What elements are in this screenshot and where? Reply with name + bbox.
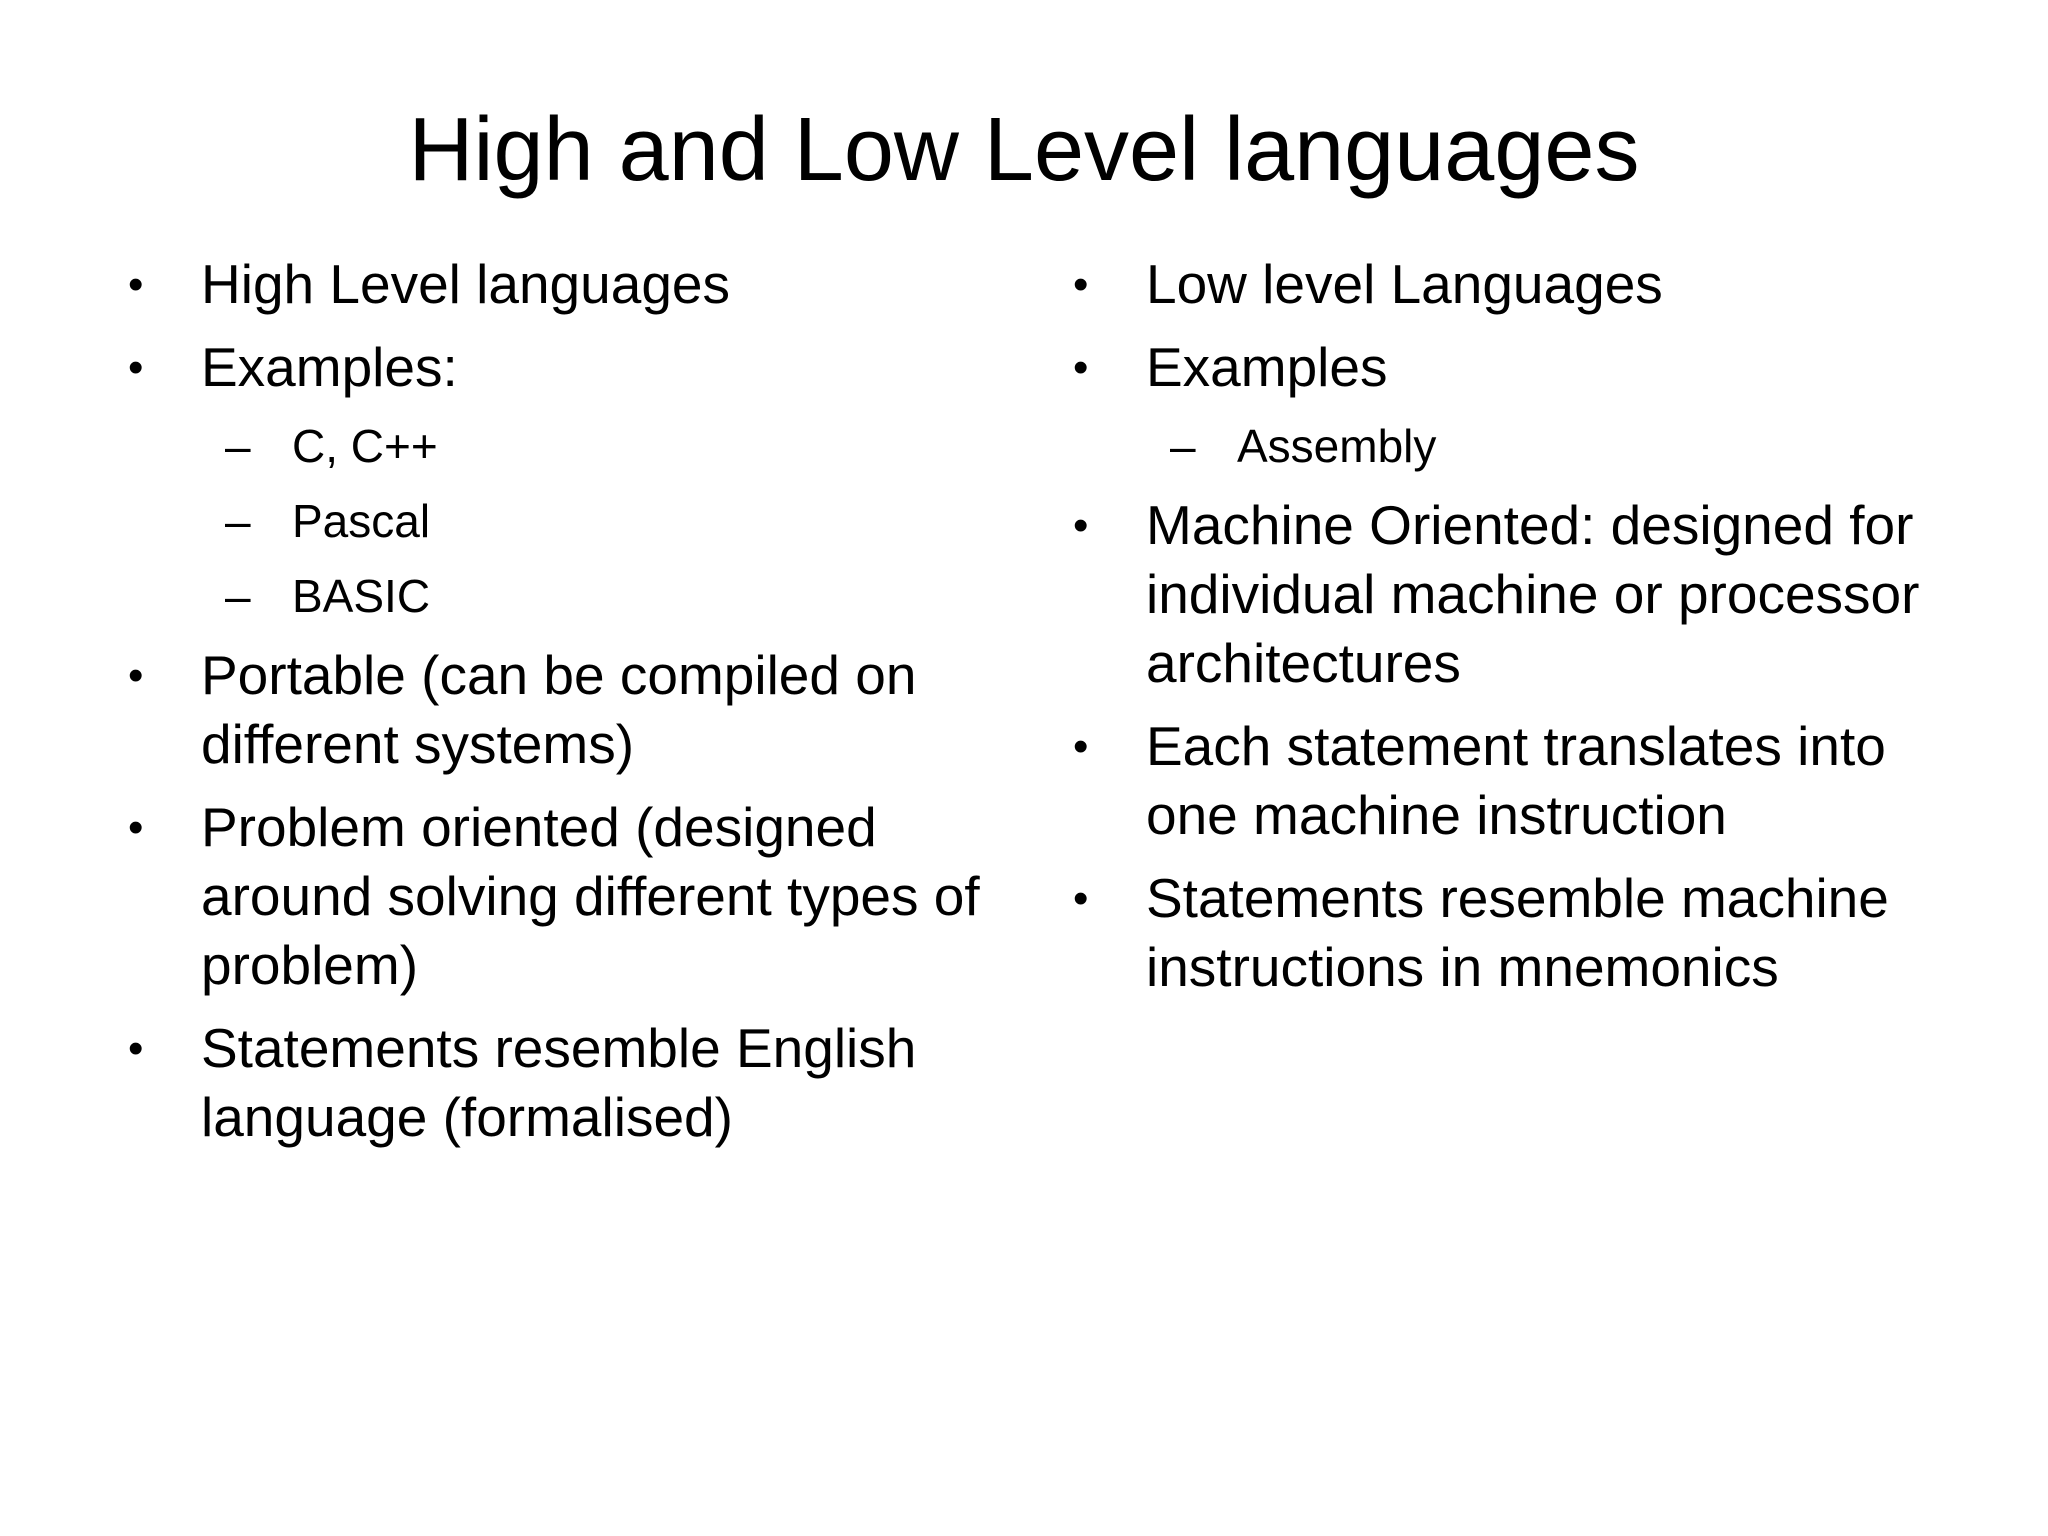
list-item bbox=[1065, 333, 1965, 402]
list-item bbox=[120, 793, 1000, 1000]
bullet-icon: • bbox=[1073, 722, 1089, 771]
dash-icon: – bbox=[1170, 420, 1196, 472]
dash-icon: – bbox=[225, 495, 251, 547]
list-item bbox=[1065, 250, 1965, 319]
sub-list-item-text: Pascal bbox=[292, 495, 431, 547]
list-item-text: Low level Languages bbox=[1146, 253, 1663, 315]
bullet-icon: • bbox=[128, 1024, 144, 1073]
list-item-text: Examples: bbox=[201, 336, 458, 398]
bullet-icon: • bbox=[128, 651, 144, 700]
list-item-text: Portable (can be compiled on different systems) bbox=[201, 644, 917, 775]
dash-icon: – bbox=[225, 420, 251, 472]
sub-list-item bbox=[120, 416, 1000, 477]
list-item-text: Machine Oriented: designed for individual machine or processor architectures bbox=[1146, 494, 1920, 694]
right-column bbox=[1065, 250, 1965, 1016]
left-column bbox=[120, 250, 1000, 1166]
list-item-text: Statements resemble English language (formalised) bbox=[201, 1017, 917, 1148]
list-item bbox=[1065, 864, 1965, 1002]
list-item-text: Examples bbox=[1146, 336, 1388, 398]
list-item bbox=[1065, 491, 1965, 698]
bullet-icon: • bbox=[1073, 874, 1089, 923]
slide-title: High and Low Level languages bbox=[408, 100, 1640, 200]
bullet-icon: • bbox=[1073, 501, 1089, 550]
right-bullet-list bbox=[1065, 250, 1965, 1002]
sub-list-item-text: BASIC bbox=[292, 570, 431, 622]
list-item bbox=[1065, 712, 1965, 850]
sub-list-item bbox=[120, 491, 1000, 552]
list-item-text: Problem oriented (designed around solving different types of problem) bbox=[201, 796, 980, 996]
sub-list-item-text: Assembly bbox=[1237, 420, 1437, 472]
sub-list-item bbox=[120, 566, 1000, 627]
bullet-icon: • bbox=[1073, 343, 1089, 392]
list-item bbox=[120, 250, 1000, 319]
list-item bbox=[120, 1014, 1000, 1152]
list-item-text: Each statement translates into one machine instruction bbox=[1146, 715, 1886, 846]
bullet-icon: • bbox=[128, 343, 144, 392]
bullet-icon: • bbox=[1073, 260, 1089, 309]
bullet-icon: • bbox=[128, 803, 144, 852]
left-bullet-list bbox=[120, 250, 1000, 1152]
sub-list-item bbox=[1065, 416, 1965, 477]
bullet-icon: • bbox=[128, 260, 144, 309]
list-item bbox=[120, 641, 1000, 779]
dash-icon: – bbox=[225, 570, 251, 622]
sub-list-item-text: C, C++ bbox=[292, 420, 438, 472]
list-item-text: Statements resemble machine instructions in mnemonics bbox=[1146, 867, 1889, 998]
list-item bbox=[120, 333, 1000, 402]
list-item-text: High Level languages bbox=[201, 253, 730, 315]
